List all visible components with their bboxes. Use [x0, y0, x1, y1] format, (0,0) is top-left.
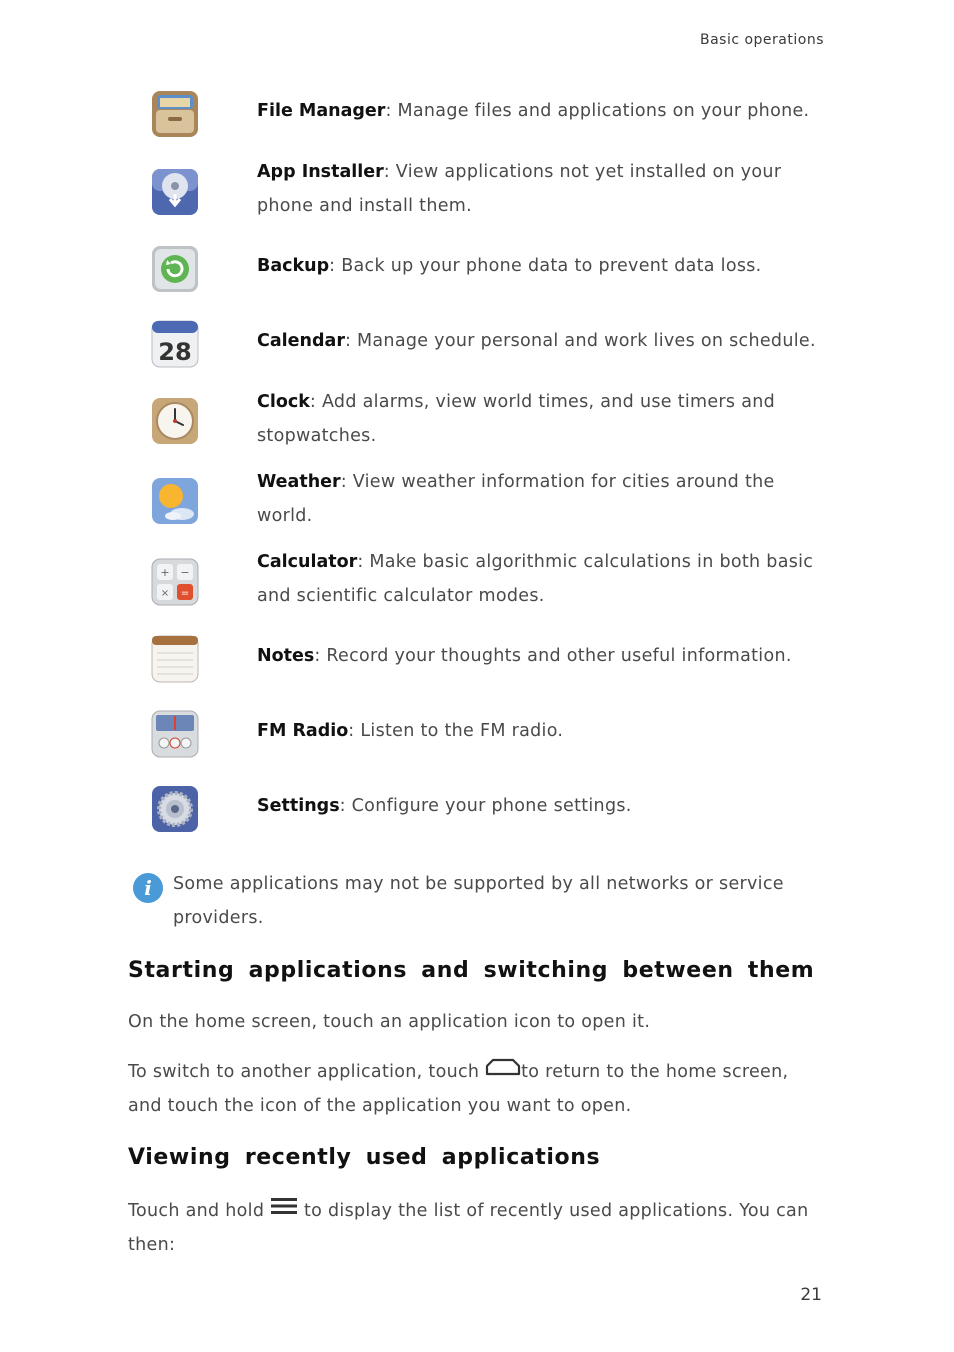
app-description: Notes: Record your thoughts and other useful information. [257, 646, 792, 666]
calendar-icon [151, 320, 199, 368]
app-description: Calendar: Manage your personal and work lives on schedule. [257, 331, 816, 351]
app-name: Backup [257, 256, 330, 276]
notes-icon [151, 635, 199, 683]
app-description: File Manager: Manage files and applications on your phone. [257, 101, 810, 121]
app-description: Settings: Configure your phone settings. [257, 796, 632, 816]
app-description: FM Radio: Listen to the FM radio. [257, 721, 564, 741]
app-name: Weather [257, 472, 341, 492]
svg-text:−: − [180, 566, 190, 579]
app-name: Notes [257, 646, 315, 666]
page-number: 21 [800, 1285, 822, 1305]
app-description: Clock: Add alarms, view world times, and use timers and stopwatches. [257, 392, 776, 446]
running-header: Basic operations [699, 32, 824, 48]
svg-text:×: × [160, 588, 170, 599]
app-name: FM Radio [257, 721, 349, 741]
app-description: Calculator: Make basic algorithmic calculations in both basic and scientific calculator modes. [257, 552, 814, 606]
app-description: App Installer: View applications not yet installed on your phone and install them. [257, 162, 782, 216]
calculator-icon [151, 558, 199, 606]
svg-text:=: = [180, 588, 190, 599]
home-icon [485, 1055, 521, 1089]
section-heading-starting-applications: Starting applications and switching between them [128, 958, 815, 983]
section-heading-recent-applications: Viewing recently used applications [128, 1145, 601, 1170]
app-name: App Installer [257, 162, 384, 182]
note-text: Some applications may not be supported by all networks or service providers. [173, 874, 784, 928]
app-installer-icon [151, 168, 199, 216]
paragraph-switch-apps: To switch to another application, touch to return to the home screen, and touch the icon of the application you want to open. [128, 1055, 828, 1123]
menu-icon [270, 1194, 298, 1228]
app-name: Clock [257, 392, 310, 412]
app-description: Weather: View weather information for cities around the world. [257, 472, 775, 526]
app-name: File Manager [257, 101, 386, 121]
paragraph-recent-apps: Touch and hold to display the list of recently used applications. You can then: [128, 1194, 828, 1262]
backup-icon [151, 245, 199, 293]
svg-text:28: 28 [158, 338, 192, 366]
weather-icon [151, 477, 199, 525]
file-manager-icon [151, 90, 199, 138]
paragraph: On the home screen, touch an application icon to open it. [128, 1012, 651, 1032]
app-name: Settings [257, 796, 340, 816]
app-name: Calculator [257, 552, 358, 572]
settings-icon [151, 785, 199, 833]
svg-text:+: + [160, 566, 170, 579]
app-description: Backup: Back up your phone data to prevent data loss. [257, 256, 762, 276]
fm-radio-icon [151, 710, 199, 758]
app-name: Calendar [257, 331, 345, 351]
info-icon: i [133, 873, 163, 903]
clock-icon [151, 397, 199, 445]
